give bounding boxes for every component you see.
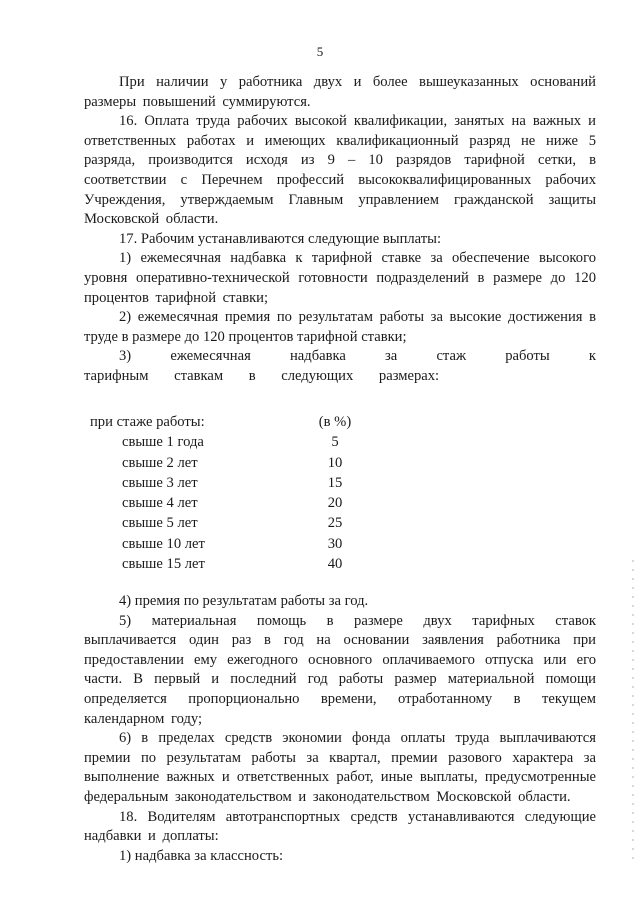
paragraph-17-item-4: 4) премия по результатам работы за год. [119, 593, 369, 609]
paragraph-17-item-2: 2) ежемесячная премия по результатам работы за высокие достижения в труде в размере до 120 процентов тарифной ставки; [84, 309, 596, 345]
page-number: 5 [316, 44, 324, 59]
table-row-label: свыше 10 лет [122, 535, 205, 552]
document-body-top [84, 73, 596, 387]
table-header-label: при стаже работы: [90, 414, 205, 430]
paragraph-17-item-1: 1) ежемесячная надбавка к тарифной ставке за обеспечение высокого уровня оперативно-технической готовности подразделений в размере до 120 процентов тарифной ставки; [84, 250, 596, 306]
paragraph-18-item-1: 1) надбавка за классность: [119, 847, 284, 864]
table-row-label: свыше 2 лет [122, 454, 198, 471]
paragraph-17-item-6: 6) в пределах средств экономии фонда оплаты труда выплачиваются премии по результатам работы за квартал, премии разового характера за выполнение важных и ответственных работ, иные выплаты, предусмотренные федеральным законодательством и законодательством Московской области. [84, 730, 596, 805]
scan-edge-marks [632, 560, 634, 860]
table-row-value: 15 [327, 474, 343, 491]
paragraph-16: 16. Оплата труда рабочих высокой квалификации, занятых на важных и ответственных работах и имеющих квалификационный разряд не ниже 5 разряда, производится исходя из 9 – 10 разрядов тарифной сетки, в соответствии с Перечнем профессий высококвалифицированных рабочих Учреждения, утверждаемым Главным управлением гражданской защиты Московской области. [84, 113, 596, 228]
table-row [90, 493, 390, 513]
paragraph-17: 17. Рабочим устанавливаются следующие выплаты: [119, 230, 441, 247]
table-row-label: свыше 1 года [122, 434, 204, 451]
paragraph-18: 18. Водителям автотранспортных средств устанавливаются следующие надбавки и доплаты: [84, 808, 596, 845]
table-row [90, 473, 390, 493]
table-row-label: свыше 4 лет [122, 495, 198, 512]
table-row [90, 534, 390, 554]
table-row-value: 20 [327, 495, 343, 512]
table-row-label: свыше 3 лет [122, 474, 198, 491]
table-row [90, 432, 390, 452]
table-row-value: 30 [327, 535, 343, 552]
table-row [90, 453, 390, 473]
table-row-label: свыше 15 лет [122, 556, 205, 573]
table-header-value: (в %) [318, 414, 352, 430]
table-row-value: 10 [327, 454, 343, 471]
table-row-value: 40 [327, 556, 343, 573]
paragraph-17-item-3: 3) ежемесячная надбавка за стаж работы к тарифным ставкам в следующих размерах: [84, 348, 596, 384]
paragraph-summation: При наличии у работника двух и более вышеуказанных оснований размеры повышений суммируются. [84, 74, 596, 110]
seniority-table [90, 412, 390, 574]
table-row-value: 5 [331, 434, 339, 451]
table-header-row [90, 412, 390, 432]
table-row [90, 554, 390, 574]
table-row [90, 513, 390, 533]
table-row-label: свыше 5 лет [122, 515, 198, 532]
document-body-bottom [84, 592, 596, 866]
paragraph-17-item-5: 5) материальная помощь в размере двух тарифных ставок выплачивается один раз в год на основании заявления работника при предоставлении ему ежегодного основного оплачиваемого отпуска или его части. В первый и последний год работы размер материальной помощи определяется пропорционально времени, отработанному в текущем календарном году; [84, 612, 596, 727]
table-row-value: 25 [327, 515, 343, 532]
